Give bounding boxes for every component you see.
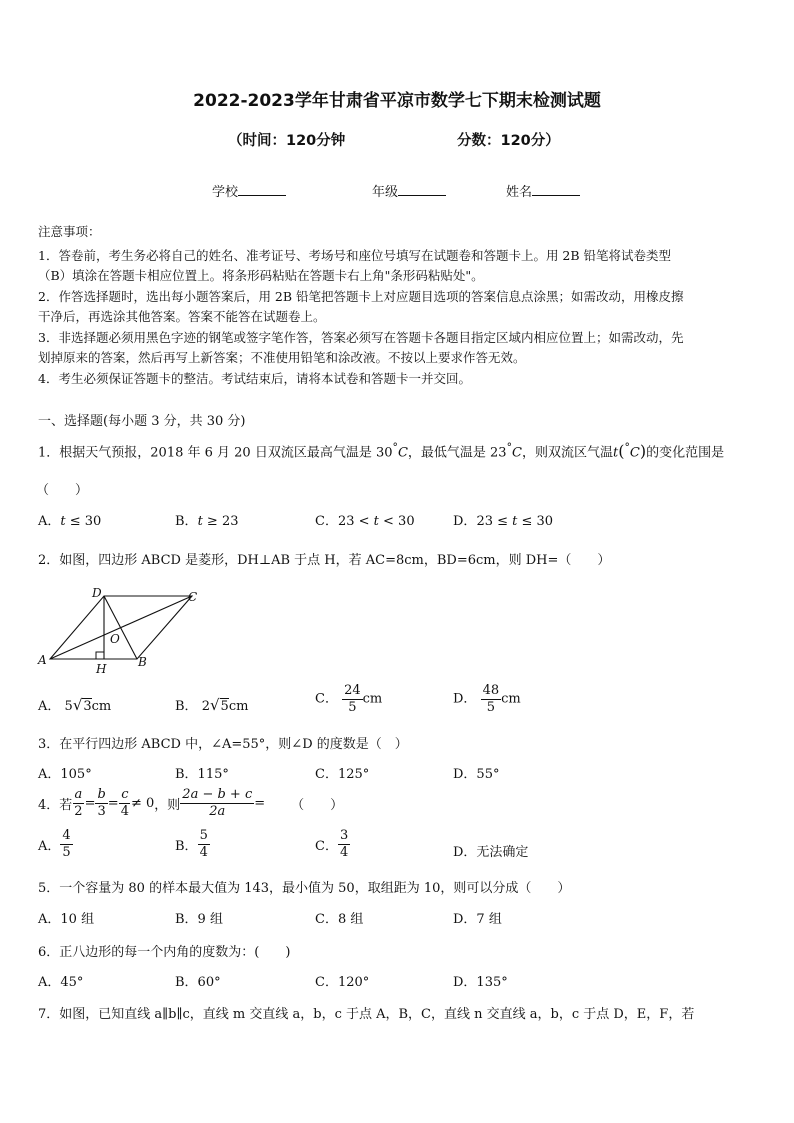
q6-option-a[interactable]: A．45° <box>38 975 84 990</box>
q2-option-b[interactable]: B． 2√5cm <box>175 696 249 714</box>
q1-deg-2: ° <box>506 441 512 454</box>
question-6: 6．正八边形的每一个内角的度数为：( ) <box>38 945 291 960</box>
grade-field[interactable] <box>372 181 446 200</box>
q1-paren: （ ） <box>36 483 89 498</box>
q5-option-a[interactable]: A．10 组 <box>38 912 95 927</box>
name-field[interactable] <box>506 181 580 200</box>
question-3: 3．在平行四边形 ABCD 中，∠A=55°，则∠D 的度数是（ ） <box>38 737 408 752</box>
notice-line-3: 2．作答选择题时，选出每小题答案后，用 2B 铅笔把答题卡上对应题目选项的答案信息点涂黑；如需改动，用橡皮擦 <box>38 289 684 304</box>
school-field[interactable] <box>212 181 286 200</box>
q3-option-a[interactable]: A．105° <box>38 767 92 782</box>
label-b: B <box>138 655 147 669</box>
q5-option-d[interactable]: D．7 组 <box>453 912 502 927</box>
question-4: 4．若 $\frac{a}{2}$ = $\frac{b}{3}$ = $\frac{c}{4}$ ≠ 0 ，则 $\frac{2a - b + c}{2a}$ = （ ） <box>38 787 344 819</box>
question-1: 1．根据天气预报，2018 年 6 月 20 日双流区最高气温是 30°C，最低气温是 23°C，则双流区气温t(°C)的变化范围是 <box>38 441 725 461</box>
q1-option-d[interactable]: D．23 ≤ t ≤ 30 <box>453 514 554 529</box>
notice-line-7: 4．考生必须保证答题卡的整洁。考试结束后，请将本试卷和答题卡一并交回。 <box>38 371 471 386</box>
q2-option-d[interactable]: D． $\frac{48}{5}$ cm <box>453 683 521 715</box>
name-label: 姓名 <box>506 185 533 200</box>
q3-option-b[interactable]: B．115° <box>175 767 229 782</box>
q4-option-c[interactable]: C． $\frac{3}{4}$ <box>315 828 349 860</box>
label-a: A <box>38 653 47 667</box>
q1-c-3: C <box>629 445 640 461</box>
q3-option-d[interactable]: D．55° <box>453 767 500 782</box>
q1-deg-3: ° <box>624 441 630 454</box>
grade-label: 年级 <box>372 185 399 200</box>
label-o: O <box>110 632 120 646</box>
q4-option-d[interactable]: D．无法确定 <box>453 845 529 860</box>
q2-option-c[interactable]: C． $\frac{24}{5}$ cm <box>315 683 383 715</box>
q1-text-d: 的变化范围是 <box>646 445 725 461</box>
section-heading: 一、选择题(每小题 3 分，共 30 分) <box>38 414 246 429</box>
exam-time: （时间：120分钟 <box>228 133 346 149</box>
q1-text-c: ，则双流区气温 <box>521 445 613 461</box>
q1-c-2: C <box>512 445 522 461</box>
question-5: 5．一个容量为 80 的样本最大值为 143，最小值为 50，取组距为 10，则可以分成（ ） <box>38 881 571 896</box>
rhombus-figure <box>34 584 214 676</box>
question-2: 2．如图，四边形 ABCD 是菱形，DH⊥AB 于点 H，若 AC=8cm，BD=6cm，则 DH=（ ） <box>38 553 611 568</box>
q2-option-a[interactable]: A． 5√3cm <box>38 696 112 714</box>
q5-option-c[interactable]: C．8 组 <box>315 912 364 927</box>
question-7: 7．如图，已知直线 a∥b∥c，直线 m 交直线 a，b，c 于点 A，B，C，直线 n 交直线 a，b，c 于点 D，E，F，若 <box>38 1007 695 1022</box>
q1-option-b[interactable]: B．t ≥ 23 <box>175 514 239 529</box>
q4-option-a[interactable]: A． $\frac{4}{5}$ <box>38 828 71 860</box>
q3-option-c[interactable]: C．125° <box>315 767 370 782</box>
q1-text-a: 1．根据天气预报，2018 年 6 月 20 日双流区最高气温是 30 <box>38 445 393 461</box>
q1-deg-1: ° <box>392 441 398 454</box>
notice-line-4: 干净后，再选涂其他答案。答案不能答在试题卷上。 <box>38 309 326 324</box>
diagonal-bd <box>104 596 137 659</box>
notice-line-5: 3．非选择题必须用黑色字迹的钢笔或签字笔作答，答案必须写在答题卡各题目指定区域内相应位置上；如需改动，先 <box>38 330 684 345</box>
notice-line-1: 1．答卷前，考生务必将自己的姓名、准考证号、考场号和座位号填写在试题卷和答题卡上。用 2B 铅笔将试卷类型 <box>38 248 672 263</box>
q5-option-b[interactable]: B．9 组 <box>175 912 223 927</box>
grade-blank[interactable] <box>398 183 446 196</box>
q1-text-b: ，最低气温是 23 <box>407 445 507 461</box>
name-blank[interactable] <box>532 183 580 196</box>
q6-option-c[interactable]: C．120° <box>315 975 370 990</box>
notice-heading: 注意事项： <box>38 224 101 239</box>
label-d: D <box>92 586 102 600</box>
exam-title: 2022-2023学年甘肃省平凉市数学七下期末检测试题 <box>193 91 601 111</box>
q4-option-b[interactable]: B． $\frac{5}{4}$ <box>175 828 208 860</box>
q1-option-a[interactable]: A．t ≤ 30 <box>38 514 102 529</box>
q6-option-b[interactable]: B．60° <box>175 975 221 990</box>
q6-option-d[interactable]: D．135° <box>453 975 508 990</box>
q1-c-1: C <box>397 445 408 461</box>
notice-line-6: 划掉原来的答案，然后再写上新答案；不准使用铅笔和涂改液。不按以上要求作答无效。 <box>38 350 526 365</box>
school-blank[interactable] <box>238 183 286 196</box>
label-h: H <box>96 662 107 676</box>
right-angle-mark <box>96 652 104 659</box>
q1-t: t <box>612 445 619 461</box>
school-label: 学校 <box>212 185 239 200</box>
notice-line-2: （B）填涂在答题卡相应位置上。将条形码粘贴在答题卡右上角"条形码粘贴处"。 <box>38 268 484 283</box>
q1-option-c[interactable]: C．23 < t < 30 <box>315 514 415 529</box>
label-c: C <box>188 590 198 604</box>
exam-score: 分数：120分） <box>457 133 560 149</box>
